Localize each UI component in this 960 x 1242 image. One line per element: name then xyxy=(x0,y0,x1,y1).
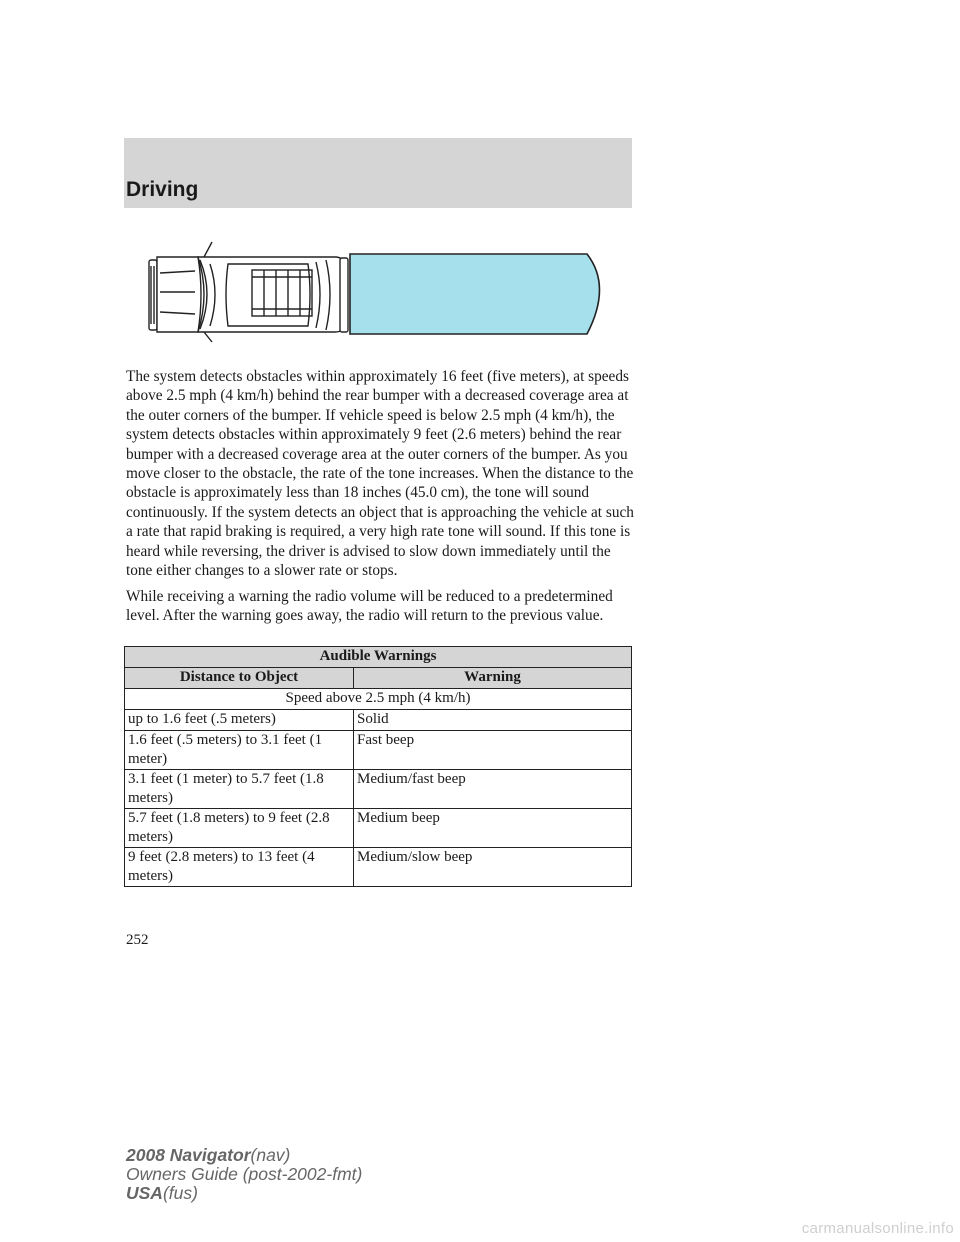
table-row xyxy=(125,809,632,848)
table-subheader-row xyxy=(125,689,632,710)
distance-cell: up to 1.6 feet (.5 meters) xyxy=(125,710,354,731)
document-footer xyxy=(126,1146,362,1203)
distance-cell: 3.1 feet (1 meter) to 5.7 feet (1.8 meters) xyxy=(125,770,354,809)
detection-zone xyxy=(350,254,600,334)
warning-cell: Solid xyxy=(354,710,632,731)
footer-region-code: (fus) xyxy=(162,1183,198,1203)
table-row xyxy=(125,731,632,770)
table-row xyxy=(125,848,632,887)
section-title: Driving xyxy=(126,178,199,201)
warning-cell: Medium/fast beep xyxy=(354,770,632,809)
table-title: Audible Warnings xyxy=(125,647,632,668)
column-header-warning: Warning xyxy=(354,668,632,689)
paragraph-text: While receiving a warning the radio volume will be reduced to a predetermined level. After the warning goes away, the radio will return to the previous value. xyxy=(126,588,613,625)
column-header-distance: Distance to Object xyxy=(125,668,354,689)
body-paragraph-1 xyxy=(126,367,634,580)
audible-warnings-table xyxy=(124,646,632,887)
footer-model-code: (nav) xyxy=(250,1145,291,1165)
warning-cell: Medium beep xyxy=(354,809,632,848)
table-header-row xyxy=(125,668,632,689)
footer-guide: Owners Guide (post-2002-fmt) xyxy=(126,1164,363,1184)
parking-sensor-diagram xyxy=(140,236,616,346)
footer-region: USA xyxy=(126,1183,163,1203)
warning-cell: Medium/slow beep xyxy=(354,848,632,887)
speed-subheader: Speed above 2.5 mph (4 km/h) xyxy=(125,689,632,710)
distance-cell: 9 feet (2.8 meters) to 13 feet (4 meters) xyxy=(125,848,354,887)
paragraph-text: The system detects obstacles within approximately 16 feet (five meters), at speeds above 2.5 mph (4 km/h) behind the rear bumper with a decreased coverage area at the outer corners of the bumper. If vehicle speed is below 2.5 mph (4 km/h), the system detects obstacles within approximately 9 feet (2.6 meters) behind the rear bumper with a decreased coverage area at the outer corners of the bumper. As you move closer to the obstacle, the rate of the tone increases. When the distance to the obstacle is approximately less than 18 inches (45.0 cm), the tone will sound continuously. If the system detects an object that is approaching the vehicle at such a rate that rapid braking is required, a very high rate tone will sound. If this tone is heard while reversing, the driver is advised to slow down immediately until the tone either changes to a slower rate or stops. xyxy=(126,368,634,580)
page-number: 252 xyxy=(126,932,149,948)
body-paragraph-2 xyxy=(126,587,634,626)
warning-cell: Fast beep xyxy=(354,731,632,770)
vehicle-outline-icon xyxy=(149,242,348,342)
distance-cell: 5.7 feet (1.8 meters) to 9 feet (2.8 meters) xyxy=(125,809,354,848)
table-title-row xyxy=(125,647,632,668)
table-row xyxy=(125,710,632,731)
distance-cell: 1.6 feet (.5 meters) to 3.1 feet (1 meter) xyxy=(125,731,354,770)
watermark: carmanualsonline.info xyxy=(801,1220,954,1237)
section-header-band xyxy=(124,138,632,208)
table-row xyxy=(125,770,632,809)
footer-model: 2008 Navigator xyxy=(126,1145,251,1165)
